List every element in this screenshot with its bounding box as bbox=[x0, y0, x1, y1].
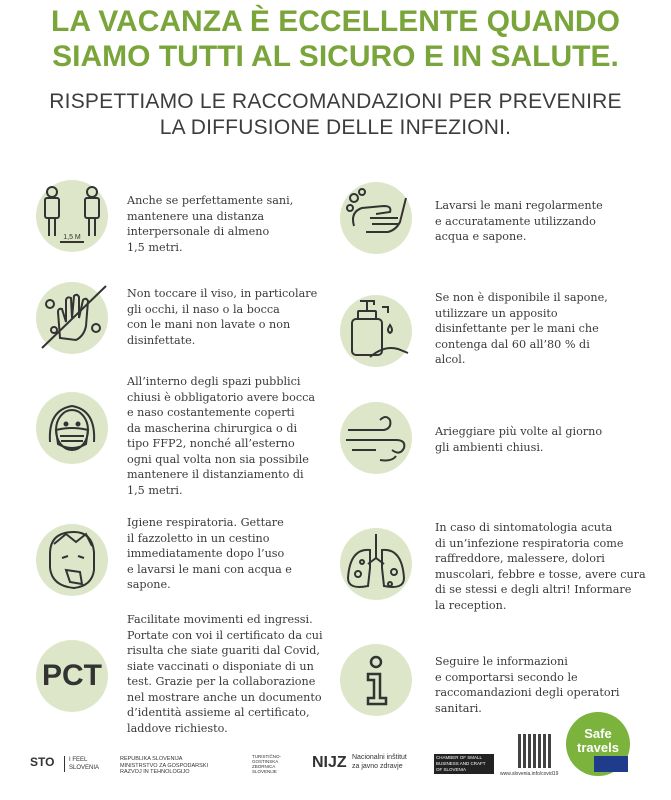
tip-sanitizer: Se non è disponibile il sapone, utilizzare un apposito disinfettante per le mani che contenga dal 60 all’80 % di alcol. bbox=[435, 291, 608, 366]
ministry-logo: REPUBLIKA SLOVENIJA MINISTRSTVO ZA GOSPODARSKI RAZVOJ IN TEHNOLOGIJO bbox=[120, 756, 209, 775]
covid-url: www.slovenia.info/covid19 bbox=[500, 771, 559, 777]
i-feel-slovenia-logo: I FEEL SLOVENIA bbox=[64, 756, 107, 772]
tip-symptoms: In caso di sintomatologia acuta di un’infezione respiratoria come raffreddore, malessere, dolori muscolari, febbre e tosse, avere cura di se stessi e degli altri! Informare la reception. bbox=[435, 521, 646, 612]
nijz-logo: NIJZ bbox=[312, 754, 347, 771]
pct-label: PCT bbox=[42, 659, 102, 692]
distance-label: 1,5 M bbox=[63, 234, 81, 241]
tip-pct-certificate: Facilitate movimenti ed ingressi. Portate con voi il certificato da cui risulta che siate guariti dal Covid, siate vaccinati o disponiate di un test. Grazie per la collaborazione nel mostrare anche un documento d’identità assieme al certificato, laddove richiesto. bbox=[127, 613, 323, 735]
ventilation-icon bbox=[340, 402, 412, 474]
lungs-virus-icon bbox=[340, 528, 412, 600]
tip-no-touch-face: Non toccare il viso, in particolare gli occhi, il naso o la bocca con le mani non lavate o non disinfettate. bbox=[127, 287, 318, 347]
tip-face-mask: All’interno degli spazi pubblici chiusi è obbligatorio avere bocca e naso costantemente coperti da mascherina chirurgica o di tipo FFP2, nonché all’esterno ogni qual volta non sia possibile mantenere il distanziamento di 1,5 metri. bbox=[127, 375, 316, 497]
qr-code bbox=[518, 734, 552, 768]
small-business-logo: CHAMBER OF SMALL BUSINESS AND CRAFT OF SLOVENIA bbox=[434, 754, 494, 774]
subtitle-line-2: LA DIFFUSIONE DELLE INFEZIONI. bbox=[159, 116, 512, 139]
tip-distance: Anche se perfettamente sani, mantenere una distanza interpersonale di almeno 1,5 metri. bbox=[127, 194, 294, 254]
tip-ventilation: Arieggiare più volte al giorno gli ambienti chiusi. bbox=[435, 425, 603, 454]
tip-information: Seguire le informazioni e comportarsi secondo le raccomandazioni degli operatori sanitari. bbox=[435, 655, 620, 715]
info-icon bbox=[340, 644, 412, 716]
distance-people-icon bbox=[36, 180, 108, 252]
sanitizer-icon bbox=[340, 295, 412, 367]
sneeze-tissue-icon bbox=[36, 524, 108, 596]
pct-icon bbox=[36, 640, 108, 712]
title-line-1: LA VACANZA È ECCELLENTE QUANDO bbox=[51, 5, 620, 38]
tip-respiratory-hygiene: Igiene respiratoria. Gettare il fazzoletto in un cestino immediatamente dopo l’uso e lavarsi le mani con acqua e sapone. bbox=[127, 516, 292, 591]
wttc-stamp bbox=[594, 756, 628, 772]
sto-logo: STO bbox=[30, 755, 55, 769]
no-touch-face-icon bbox=[36, 282, 108, 354]
nijz-text: Nacionalni inštitut za javno zdravje bbox=[352, 754, 407, 770]
page-title bbox=[0, 4, 671, 74]
page-subtitle bbox=[0, 89, 671, 141]
tip-hand-washing: Lavarsi le mani regolarmente e accuratamente utilizzando acqua e sapone. bbox=[435, 199, 603, 243]
chamber-tourism-logo: TURISTIČNO- GOSTINSKA ZBORNICA SLOVENIJE bbox=[252, 754, 281, 774]
face-mask-icon bbox=[36, 392, 108, 464]
subtitle-line-1: RISPETTIAMO LE RACCOMANDAZIONI PER PREVENIRE bbox=[49, 90, 622, 113]
title-line-2: SIAMO TUTTI AL SICURO E IN SALUTE. bbox=[52, 40, 619, 73]
hand-washing-icon bbox=[340, 182, 412, 254]
safe-travels-text: Safe travels bbox=[577, 726, 619, 755]
